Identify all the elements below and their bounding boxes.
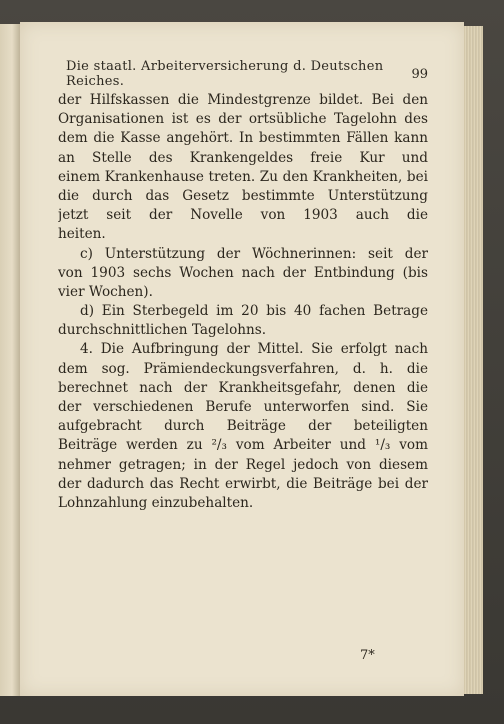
text-line: von 1903 sechs Wochen nach der Entbindung (bis (58, 264, 428, 281)
text-line: durchschnittlichen Tagelohns. (58, 322, 267, 339)
page-number: 99 (411, 66, 428, 82)
text-line: vier Wochen). (58, 283, 153, 300)
body-text (58, 91, 428, 513)
text-line: 4. Die Aufbringung der Mittel. Sie erfolgt nach (80, 341, 428, 358)
text-line: aufgebracht durch Beiträge der beteiligten (58, 418, 428, 435)
text-line: c) Unterstützung der Wöchnerinnen: seit der (80, 245, 428, 262)
text-line: der verschiedenen Berufe unterworfen sind. Sie (58, 399, 428, 416)
running-title: Die staatl. Arbeiterversicherung d. Deutschen Reiches. (66, 59, 384, 89)
text-line: Lohnzahlung einzubehalten. (58, 494, 254, 511)
running-header (66, 59, 428, 89)
text-line: dem die Kasse angehört. In bestimmten Fällen kann (58, 130, 428, 147)
signature-mark: 7* (360, 648, 375, 663)
text-line: die durch das Gesetz bestimmte Unterstützung (58, 187, 428, 204)
text-line: berechnet nach der Krankheitsgefahr, denen die (58, 379, 428, 396)
text-line: Beiträge werden zu ²/₃ vom Arbeiter und ¹/₃ vom (58, 437, 428, 454)
text-line: nehmer getragen; in der Regel jedoch von diesem (58, 456, 428, 473)
text-line: jetzt seit der Novelle von 1903 auch die (58, 207, 428, 224)
text-line: dem sog. Prämiendeckungsverfahren, d. h. die (58, 360, 428, 377)
text-line: der dadurch das Recht erwirbt, die Beiträge bei der (58, 475, 428, 492)
text-line: der Hilfskassen die Mindestgrenze bildet. Bei den (58, 92, 428, 108)
text-line: Organisationen ist es der ortsübliche Tagelohn des (58, 111, 428, 128)
text-line: einem Krankenhause treten. Zu den Krankheiten, bei (58, 168, 428, 185)
text-line: an Stelle des Krankengeldes freie Kur und (58, 149, 428, 166)
text-line: heiten. (58, 226, 106, 243)
text-line: d) Ein Sterbegeld im 20 bis 40 fachen Betrage (80, 303, 428, 320)
previous-page-edge (0, 24, 21, 696)
